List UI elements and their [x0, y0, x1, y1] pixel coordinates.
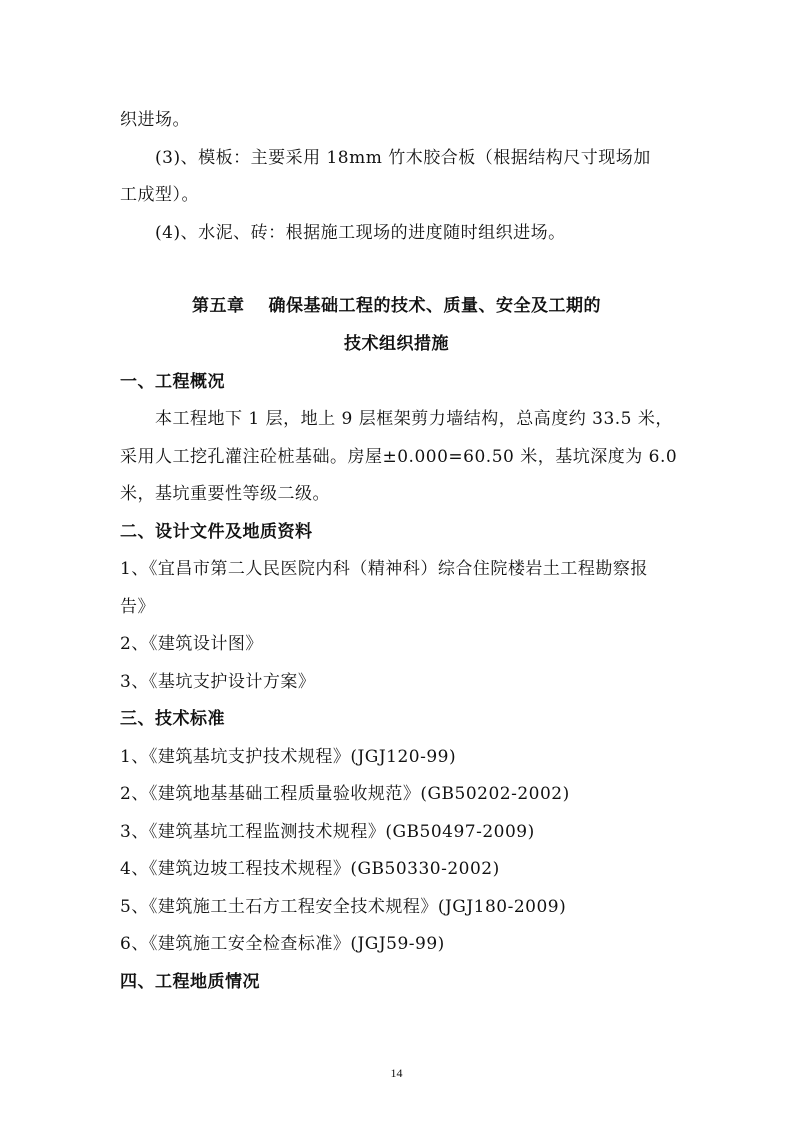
- text-line: 织进场。: [120, 110, 190, 130]
- chapter-title: 第五章 确保基础工程的技术、质量、安全及工期的: [192, 296, 601, 316]
- text-line: (4)、水泥、砖：根据施工现场的进度随时组织进场。: [155, 223, 566, 243]
- list-item: 4、《建筑边坡工程技术规程》(GB50330-2002): [120, 859, 500, 879]
- paragraph-line: 采用人工挖孔灌注砼桩基础。房屋±0.000=60.50 米，基坑深度为 6.0: [120, 447, 678, 467]
- list-item: 2、《建筑地基基础工程质量验收规范》(GB50202-2002): [120, 784, 570, 804]
- section-heading: 三、技术标准: [120, 709, 225, 729]
- list-item-continued: 告》: [120, 597, 155, 617]
- list-item: 6、《建筑施工安全检查标准》(JGJ59-99): [120, 934, 445, 954]
- section-heading: 四、工程地质情况: [120, 972, 260, 992]
- section-heading: 二、设计文件及地质资料: [120, 522, 313, 542]
- list-item: 3、《基坑支护设计方案》: [120, 672, 316, 692]
- list-item: 1、《建筑基坑支护技术规程》(JGJ120-99): [120, 747, 457, 767]
- list-item: 3、《建筑基坑工程监测技术规程》(GB50497-2009): [120, 822, 535, 842]
- page-number: 14: [390, 1066, 403, 1080]
- text-line: (3)、模板：主要采用 18mm 竹木胶合板（根据结构尺寸现场加: [155, 148, 651, 168]
- chapter-title-line2: 技术组织措施: [344, 334, 449, 354]
- paragraph-line: 本工程地下 1 层，地上 9 层框架剪力墙结构，总高度约 33.5 米，: [155, 409, 673, 429]
- list-item: 5、《建筑施工土石方工程安全技术规程》(JGJ180-2009): [120, 897, 567, 917]
- paragraph-line: 米，基坑重要性等级二级。: [120, 484, 330, 504]
- list-item: 1、《宜昌市第二人民医院内科（精神科）综合住院楼岩土工程勘察报: [120, 559, 648, 579]
- section-heading: 一、工程概况: [120, 372, 225, 392]
- text-line: 工成型）。: [120, 185, 199, 205]
- list-item: 2、《建筑设计图》: [120, 634, 263, 654]
